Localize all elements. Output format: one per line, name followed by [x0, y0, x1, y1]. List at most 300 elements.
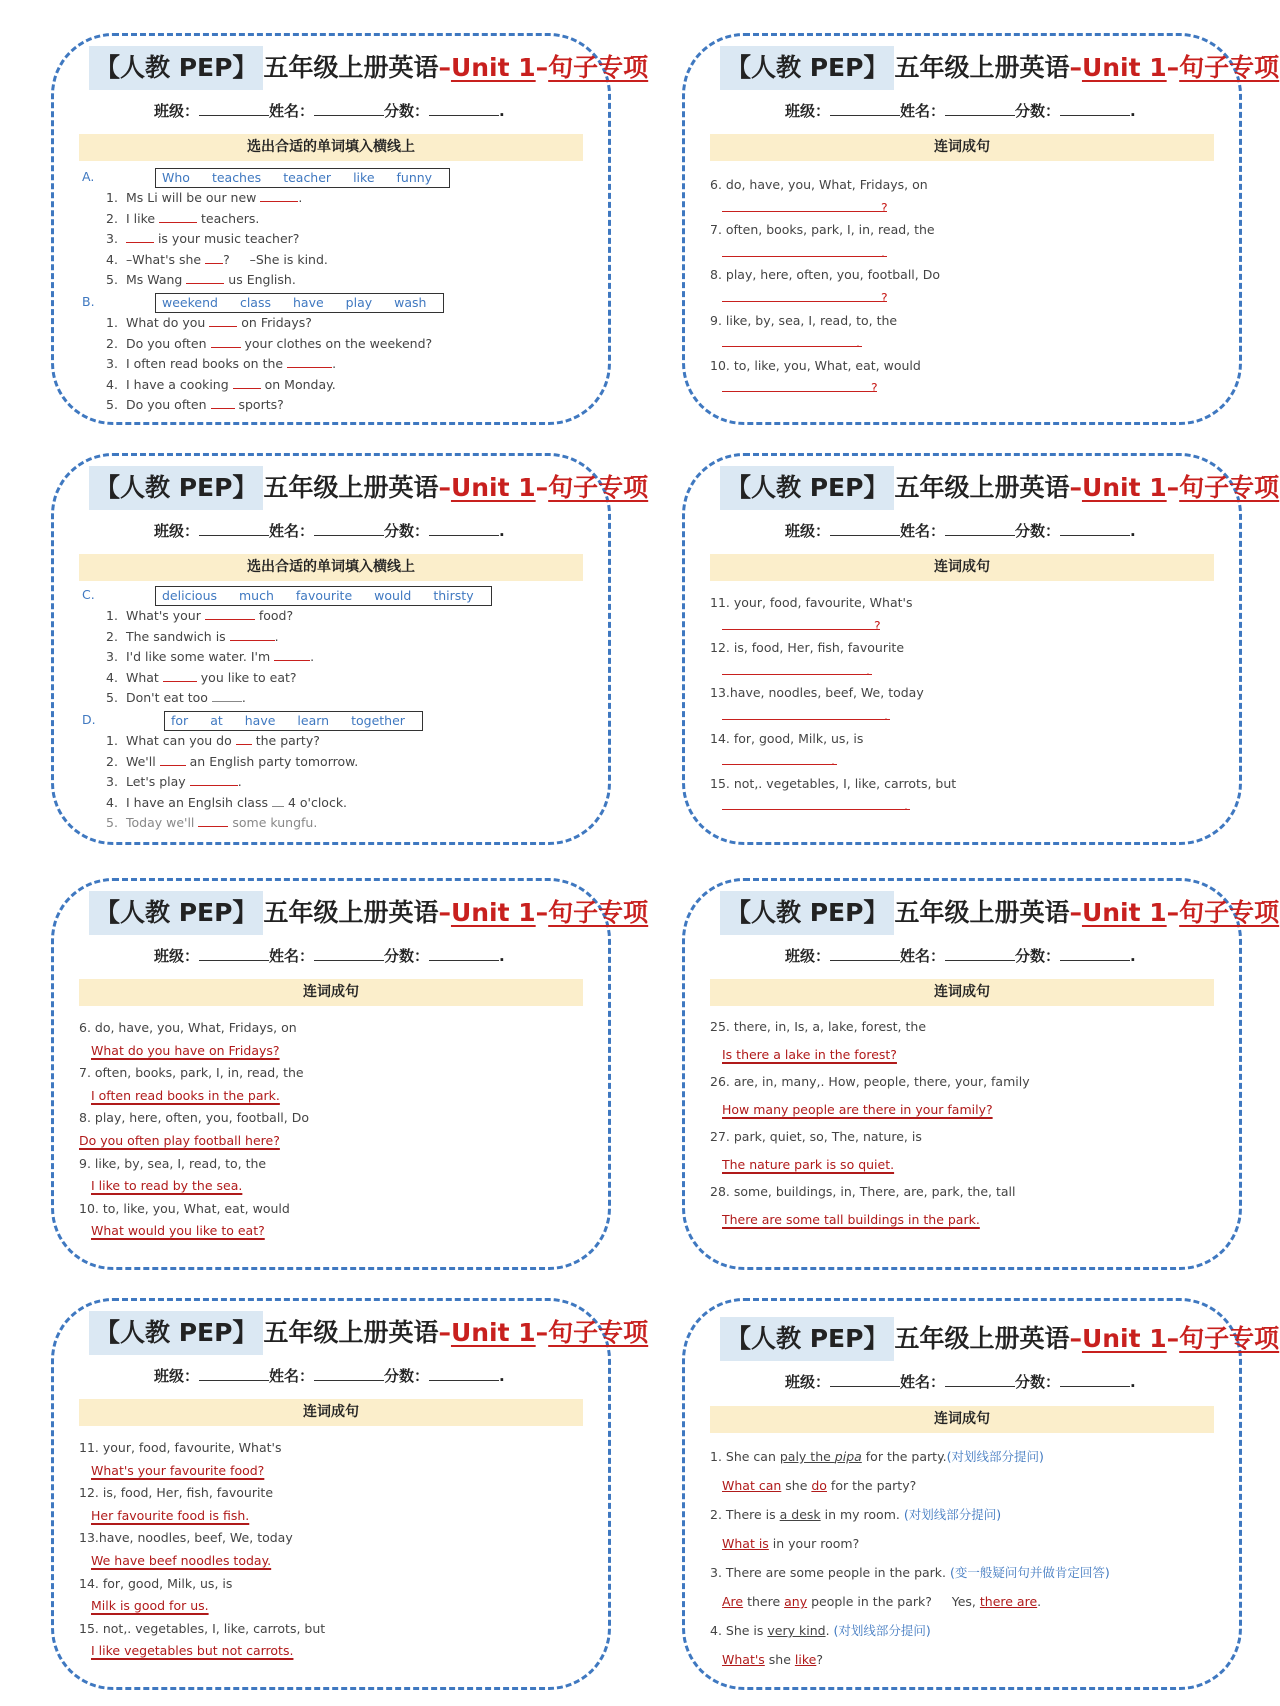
answer-blank[interactable] — [209, 314, 237, 327]
text-label: 分数： — [1015, 522, 1061, 540]
text-label: an English party tomorrow. — [185, 753, 359, 769]
text-label: Do you often — [125, 335, 211, 351]
text-label: have — [292, 294, 324, 310]
answer-blank[interactable] — [190, 773, 238, 786]
card-header — [720, 466, 1279, 510]
fill-item — [79, 209, 593, 230]
text-label: 句子专项 — [1179, 53, 1280, 82]
text-label: much — [239, 588, 274, 603]
card-header — [720, 891, 1279, 935]
answer-text — [79, 1175, 593, 1198]
text-label: 分数： — [384, 947, 430, 965]
text-label: there are — [979, 1594, 1038, 1609]
text-label: she — [781, 1478, 812, 1493]
text-label: . — [298, 190, 303, 205]
text-label: do — [811, 1478, 827, 1493]
answer-line[interactable] — [710, 332, 1224, 355]
text-label: D. — [82, 711, 96, 727]
answer-line[interactable] — [710, 660, 1224, 683]
text-label: 1. — [106, 732, 118, 748]
text-label: – — [438, 898, 451, 927]
text-label: 3. — [106, 356, 118, 372]
answer-blank[interactable] — [126, 230, 154, 243]
order-question: 27. park, quiet, so, The, nature, is — [710, 1129, 922, 1144]
fill-item — [79, 395, 593, 416]
text-label: ? — [881, 199, 888, 215]
card-order-6-10 — [682, 33, 1280, 425]
text-label: – — [1166, 53, 1180, 82]
order-question: 9. like, by, sea, I, read, to, the — [710, 312, 898, 328]
text-label: weekend — [162, 294, 218, 310]
text-label: Unit 1 — [1081, 898, 1167, 927]
text-label: 姓名： — [269, 102, 315, 120]
answer-blank[interactable] — [272, 794, 284, 807]
card-header — [89, 46, 648, 90]
text-label: . — [499, 102, 505, 120]
section-a — [79, 166, 593, 188]
text-label: What — [125, 669, 163, 685]
answer-blank[interactable] — [205, 251, 223, 264]
fill-item — [79, 813, 593, 834]
text-label: 班级： — [154, 1367, 200, 1385]
text-label: 五年级上册英语 — [263, 53, 439, 82]
text-label: there — [743, 1594, 785, 1609]
text-label: 班级： — [154, 522, 200, 540]
answer-text — [79, 1130, 593, 1153]
text-label: . — [1130, 102, 1136, 120]
text-label: ? –She is kind. — [223, 251, 328, 267]
word-bank — [164, 711, 423, 731]
answer-line[interactable] — [710, 750, 1224, 773]
text-label: 五年级上册英语 — [263, 473, 439, 502]
text-label: teaches — [211, 170, 262, 185]
text-label: on Fridays? — [237, 314, 312, 330]
answer-blank[interactable] — [260, 189, 298, 202]
order-question: 6. do, have, you, What, Fridays, on — [79, 1020, 297, 1035]
text-label: 姓名： — [900, 522, 946, 540]
answer-line[interactable] — [710, 242, 1224, 265]
card-order-11-15 — [682, 453, 1280, 845]
fill-item — [79, 606, 593, 627]
text-label: thirsty — [433, 588, 474, 603]
text-label: favourite — [295, 588, 353, 603]
text-label: What is — [722, 1536, 769, 1551]
text-label: How many people are there in your family? — [722, 1101, 993, 1117]
order-question: 8. play, here, often, you, football, Do — [710, 267, 940, 283]
section-band: 连词成句 — [710, 979, 1214, 1006]
answer-blank[interactable] — [211, 335, 241, 348]
text-label: There are some tall buildings in the park. — [722, 1211, 980, 1227]
text-label: 1. — [106, 190, 118, 205]
text-label: . — [274, 628, 279, 644]
text-label: you like to eat? — [196, 669, 297, 685]
text-label: 姓名： — [269, 947, 315, 965]
text-label: 姓名： — [269, 1367, 315, 1385]
order-question: 13.have, noodles, beef, We, today — [79, 1530, 293, 1546]
text-label: a desk — [779, 1507, 821, 1522]
text-label: your clothes on the weekend? — [240, 335, 433, 351]
text-label: 句子专项 — [1179, 1324, 1280, 1353]
answer-text — [79, 1550, 593, 1573]
text-label: food? — [254, 608, 294, 623]
text-label: 五年级上册英语 — [894, 898, 1070, 927]
text-label: Who — [162, 170, 190, 185]
order-question: 10. to, like, you, What, eat, would — [710, 357, 921, 373]
text-label: 3. — [106, 231, 118, 247]
text-label: Let's play — [125, 774, 190, 790]
transform-question — [710, 1558, 1224, 1587]
text-label: 【人教 PEP】 — [720, 46, 894, 90]
answer-blank[interactable] — [186, 271, 224, 284]
text-label: 分数： — [1015, 1373, 1061, 1391]
text-label: 句子专项 — [548, 473, 649, 502]
text-label: . — [310, 649, 315, 665]
text-label: 姓名： — [269, 522, 315, 540]
fill-item — [79, 752, 593, 773]
text-label: 1. — [106, 608, 118, 623]
text-label: . — [1130, 947, 1136, 965]
answer-blank[interactable] — [211, 396, 235, 409]
text-label: . — [856, 335, 860, 351]
text-label: 【人教 PEP】 — [89, 466, 263, 510]
text-label: What's your favourite food? — [91, 1462, 265, 1478]
text-label: . — [1130, 1373, 1136, 1391]
text-label: 2. There is — [710, 1507, 780, 1522]
text-label: 班级： — [785, 1373, 831, 1391]
text-label: 五年级上册英语 — [894, 1324, 1070, 1353]
text-label: . — [499, 522, 505, 540]
answer-text — [79, 1040, 593, 1063]
text-label: I like — [125, 210, 160, 226]
text-label: 姓名： — [900, 1373, 946, 1391]
text-label: very kind — [767, 1623, 826, 1638]
text-label: B. — [82, 293, 95, 309]
section-d — [79, 709, 593, 731]
text-label: 句子专项 — [548, 1318, 649, 1347]
text-label: – — [1069, 1324, 1082, 1353]
student-info — [785, 1371, 1136, 1392]
text-label: 2. — [106, 628, 118, 644]
text-label: Do you often play football here? — [79, 1132, 280, 1148]
text-label: C. — [82, 587, 95, 602]
fill-item — [79, 772, 593, 793]
text-label: (对划线部分提问) — [903, 1507, 1002, 1522]
text-label: Don't eat too — [125, 690, 212, 706]
text-label: 五年级上册英语 — [894, 53, 1070, 82]
text-label: sports? — [234, 397, 284, 413]
order-question: 26. are, in, many,. How, people, there, your, family — [710, 1074, 1030, 1089]
fill-item — [79, 270, 593, 291]
text-label: Unit 1 — [1081, 473, 1167, 502]
student-info — [154, 100, 505, 121]
text-label: We have beef noodles today. — [91, 1552, 272, 1568]
text-label: . — [499, 1367, 505, 1385]
answer-line[interactable] — [710, 795, 1224, 818]
section-c — [79, 584, 593, 606]
text-label: 4 o'clock. — [283, 794, 348, 810]
answer-text — [79, 1220, 593, 1243]
order-question: 12. is, food, Her, fish, favourite — [79, 1485, 274, 1501]
text-label: together — [351, 712, 405, 728]
answer-text — [710, 1206, 1224, 1234]
section-band: 连词成句 — [710, 554, 1214, 581]
text-label: – — [1166, 1324, 1180, 1353]
text-label: – — [1069, 473, 1082, 502]
text-label: – — [1166, 473, 1180, 502]
answer-line[interactable] — [710, 615, 1224, 638]
text-label: What's — [722, 1652, 765, 1667]
text-label: Are — [722, 1594, 744, 1609]
text-label: 3. — [106, 774, 118, 790]
answer-text — [79, 1085, 593, 1108]
text-label: 句子专项 — [548, 898, 649, 927]
text-label: 班级： — [785, 522, 831, 540]
section-band: 选出合适的单词填入横线上 — [79, 554, 583, 581]
text-label: Unit 1 — [450, 898, 536, 927]
section-b — [79, 291, 593, 313]
text-label: We'll — [125, 753, 160, 769]
text-label: Unit 1 — [1081, 1324, 1167, 1353]
text-label: I like vegetables but not carrots. — [91, 1643, 294, 1659]
text-label: any — [784, 1594, 808, 1609]
text-label: . — [866, 662, 870, 678]
order-question: 7. often, books, park, I, in, read, the — [79, 1065, 304, 1081]
card-header — [89, 1311, 648, 1355]
text-label: 五年级上册英语 — [263, 1318, 439, 1347]
text-label: 【人教 PEP】 — [720, 466, 894, 510]
text-label: I'd like some water. I'm — [125, 649, 275, 665]
text-label: 【人教 PEP】 — [720, 1317, 894, 1361]
text-label: . — [237, 774, 242, 790]
section-band: 连词成句 — [710, 134, 1214, 161]
text-label: . — [332, 356, 337, 372]
section-band: 连词成句 — [710, 1406, 1214, 1433]
text-label: 分数： — [1015, 947, 1061, 965]
section-band: 连词成句 — [79, 1399, 583, 1426]
order-question: 14. for, good, Milk, us, is — [710, 730, 864, 746]
text-label: – — [535, 1318, 549, 1347]
fill-item — [79, 188, 593, 209]
answer-line[interactable] — [710, 705, 1224, 728]
answer-text — [79, 1640, 593, 1663]
answer-text — [710, 1096, 1224, 1124]
text-label: I often read books on the — [125, 356, 288, 372]
text-label: . — [884, 707, 888, 723]
text-label: paly the — [779, 1449, 835, 1464]
text-label: teachers. — [197, 210, 260, 226]
transform-answer — [710, 1529, 1224, 1558]
text-label: 班级： — [154, 102, 200, 120]
answer-blank[interactable] — [230, 628, 275, 641]
text-label: 2. — [106, 335, 118, 351]
text-label: . — [825, 1623, 834, 1638]
text-label: 4. — [106, 669, 118, 685]
text-label: 分数： — [384, 522, 430, 540]
text-label: learn — [297, 712, 330, 728]
text-label: – — [535, 53, 549, 82]
text-label: for the party? — [826, 1478, 917, 1493]
transform-question — [710, 1616, 1224, 1645]
text-label: 句子专项 — [548, 53, 649, 82]
answer-blank[interactable] — [287, 355, 332, 368]
text-label: Today we'll — [125, 815, 199, 831]
text-label: 【人教 PEP】 — [89, 46, 263, 90]
section-band: 选出合适的单词填入横线上 — [79, 134, 583, 161]
order-question: 11. your, food, favourite, What's — [710, 595, 913, 610]
text-label: (对划线部分提问) — [946, 1449, 1044, 1464]
text-label: Unit 1 — [1081, 53, 1167, 82]
order-question: 8. play, here, often, you, football, Do — [79, 1110, 309, 1126]
word-bank — [155, 293, 444, 313]
text-label: A. — [82, 169, 95, 184]
order-question: 15. not,. vegetables, I, like, carrots, but — [79, 1620, 326, 1636]
text-label: the party? — [251, 732, 320, 748]
text-label: . — [499, 947, 505, 965]
text-label: –What's she — [125, 251, 206, 267]
text-label: 4. She is — [710, 1623, 768, 1638]
text-label: 班级： — [785, 947, 831, 965]
text-label: 4. — [106, 794, 118, 810]
text-label: 分数： — [384, 102, 430, 120]
text-label: – — [1166, 898, 1180, 927]
card-order-25-28-answers — [682, 878, 1280, 1270]
answer-blank[interactable] — [159, 210, 197, 223]
order-question: 14. for, good, Milk, us, is — [79, 1575, 233, 1591]
word-bank — [155, 586, 492, 606]
fill-item — [79, 375, 593, 396]
student-info — [785, 100, 1136, 121]
text-label: 2. — [106, 753, 118, 769]
text-label: ? — [816, 1652, 823, 1667]
order-question: 28. some, buildings, in, There, are, park, the, tall — [710, 1184, 1016, 1199]
fill-item — [79, 627, 593, 648]
card-fill-c-d — [51, 453, 649, 845]
text-label: 5. — [106, 815, 118, 831]
text-label: 【人教 PEP】 — [89, 891, 263, 935]
text-label: 3. — [106, 649, 118, 665]
text-label: pipa — [834, 1449, 862, 1464]
text-label: What can you do — [125, 732, 236, 748]
order-question: 12. is, food, Her, fish, favourite — [710, 640, 905, 656]
fill-item — [79, 334, 593, 355]
answer-line[interactable] — [710, 197, 1224, 220]
text-label: some kungfu. — [228, 815, 318, 831]
text-label: have — [244, 712, 276, 728]
fill-item — [79, 229, 593, 250]
text-label: is your music teacher? — [153, 231, 300, 247]
text-label: like — [794, 1652, 817, 1667]
fill-item — [79, 313, 593, 334]
text-label: 句子专项 — [1179, 898, 1280, 927]
text-label: us English. — [224, 272, 296, 288]
answer-blank[interactable] — [274, 648, 310, 661]
text-label: 5. — [106, 272, 118, 288]
order-question: 6. do, have, you, What, Fridays, on — [710, 177, 928, 192]
text-label: on Monday. — [260, 376, 336, 392]
text-label: . — [831, 753, 835, 769]
answer-line[interactable] — [710, 377, 1224, 400]
answer-text — [79, 1505, 593, 1528]
text-label: 1. — [106, 314, 118, 330]
text-label: at — [210, 712, 223, 728]
text-label: . — [904, 798, 908, 814]
student-info — [154, 945, 505, 966]
text-label: What's your — [125, 608, 205, 623]
text-label: Unit 1 — [450, 473, 536, 502]
card-fill-a-b — [51, 33, 649, 425]
answer-blank[interactable] — [212, 689, 242, 702]
card-header — [89, 466, 648, 510]
student-info — [154, 520, 505, 541]
text-label: class — [239, 294, 271, 310]
student-info — [154, 1365, 505, 1386]
card-header — [720, 46, 1279, 90]
card-header — [720, 1317, 1279, 1361]
text-label: people in the park? Yes, — [807, 1594, 980, 1609]
answer-blank[interactable] — [160, 753, 186, 766]
text-label: 班级： — [154, 947, 200, 965]
order-question: 13.have, noodles, beef, We, today — [710, 685, 924, 701]
text-label: teacher — [283, 170, 332, 185]
answer-blank[interactable] — [236, 732, 252, 745]
text-label: for the party. — [861, 1449, 947, 1464]
text-label: 句子专项 — [1179, 473, 1280, 502]
text-label: like — [353, 170, 375, 185]
text-label: (变一般疑问句并做肯定回答) — [949, 1565, 1110, 1580]
text-label: – — [438, 1318, 451, 1347]
text-label: delicious — [162, 588, 217, 603]
card-transform-answers — [682, 1298, 1280, 1690]
text-label: The nature park is so quiet. — [722, 1156, 895, 1172]
student-info — [785, 520, 1136, 541]
answer-line[interactable] — [710, 287, 1224, 310]
text-label: What would you like to eat? — [91, 1223, 265, 1239]
text-label: I have an Englsih class — [125, 794, 272, 810]
text-label: 4. — [106, 376, 118, 392]
text-label: in your room? — [768, 1536, 860, 1551]
answer-blank[interactable] — [163, 669, 197, 682]
transform-answer — [710, 1471, 1224, 1500]
student-info — [785, 945, 1136, 966]
order-question: 9. like, by, sea, I, read, to, the — [79, 1155, 267, 1171]
answer-blank[interactable] — [198, 814, 228, 827]
text-label: . — [1130, 522, 1136, 540]
text-label: 【人教 PEP】 — [720, 891, 894, 935]
text-label: Is there a lake in the forest? — [722, 1046, 897, 1062]
word-bank — [155, 168, 450, 188]
fill-item — [79, 688, 593, 709]
section-band: 连词成句 — [79, 979, 583, 1006]
text-label: What can — [722, 1478, 782, 1493]
card-header — [89, 891, 648, 935]
text-label: 4. — [106, 251, 118, 267]
fill-item — [79, 731, 593, 752]
answer-blank[interactable] — [205, 607, 255, 620]
fill-item — [79, 793, 593, 814]
card-order-11-15-answers — [51, 1298, 649, 1690]
answer-blank[interactable] — [233, 376, 261, 389]
text-label: What do you have on Fridays? — [91, 1042, 280, 1058]
text-label: would — [374, 588, 412, 603]
text-label: . — [1037, 1594, 1042, 1609]
fill-item — [79, 354, 593, 375]
answer-text — [710, 1041, 1224, 1069]
text-label: in my room. — [820, 1507, 904, 1522]
text-label: 5. — [106, 690, 118, 706]
text-label: ? — [874, 617, 881, 633]
transform-question — [710, 1442, 1224, 1471]
transform-answer — [710, 1587, 1224, 1616]
